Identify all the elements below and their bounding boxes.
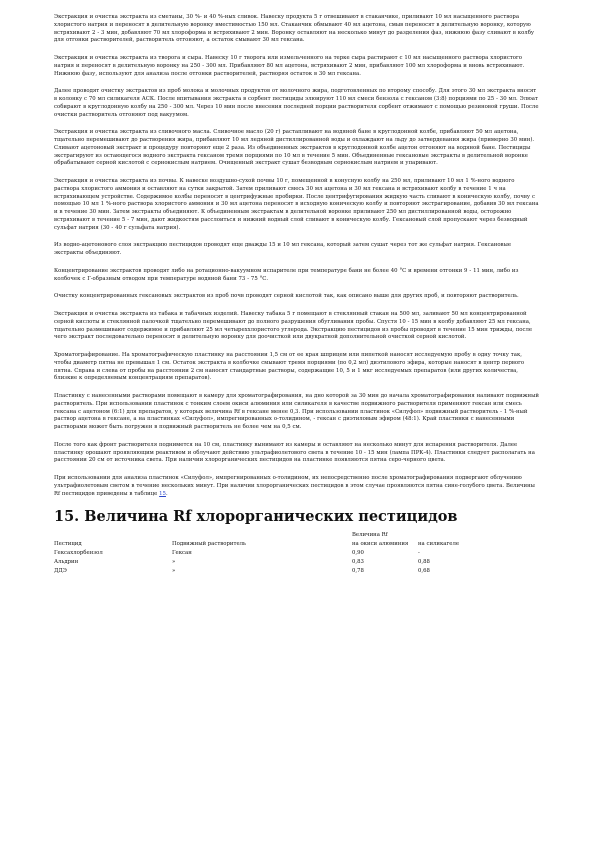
table-row [54,568,484,577]
paragraph: Экстракция и очистка экстракта из сметаны, 30 %- и 40 %-ных сливок. Навеску продукта 5 г отвешивают в стаканчике, приливают 10 мл насыщенного раствора хлористого натрия и переносят в делительную воронку вместимостью 150 мл. Стаканчик обмывают 40 мл ацетона, смыв переносят в делительную воронку, которую встряхивают 2 - 3 мин, добавляют 70 мл хлороформа и встряхивают 2 мин. Воронку оставляют на несколько минут до разделения фаз, нижнюю фазу сливают в колбу для отгонки растворителей, растворитель отгоняют, а остаток смывают 30 мл гексана. [54,14,535,44]
paragraph: Далее проводят очистку экстрактов из проб молока и молочных продуктов от молочного жира, подготовленных по второму способу. Для этого 30 мл экстракта вносят в колонку с 70 мл силикагеля АСК. После впитывания экстракта в сорбент пестициды элюируют 110 мл смеси бензола с гексаном (3:8) порциями по 25 - 30 мл. Элюат собирают в круглодонную колбу на 250 - 300 мл. Через 10 мин после внесения последней порции растворителя сорбент отжимают с помощью резиновой груши. После очистки растворитель отгоняют под вакуумом. [54,88,539,118]
table-row [54,559,484,568]
header-alumina: на окиси алюминия [352,541,409,548]
paragraph-end: . [165,490,168,497]
cell-rf-alumina: 0,83 [352,559,364,566]
cell-rf-silica: 0,68 [418,568,430,575]
paragraph: После того как фронт растворителя поднимется на 10 см, пластинку вынимают из камеры и оставляют на несколько минут для испарения растворителя. Далее пластинку орошают проявляющим реактивом и облучают действию ультрафиолетового света в течение 10 - 15 мин (лампа ПРК-4). Пластинки следует располагать на расстоянии 20 см от источника света. При наличии хлорорганических пестицидов на пластинке появляются пятна серо-черного цвета. [54,441,535,464]
paragraph: Концентрирование экстрактов проводят либо на ротационно-вакуумном испарителе при температуре бани не более 40 °С и времени отгонки 9 - 11 мин, либо из колбочек с Г-образным отводом при температуре водяной бани 73 - 75 °С. [54,267,519,282]
header-rf-group: Величина Rf [352,532,388,539]
paragraph: Экстракция и очистка экстракта из почвы. К навеске воздушно-сухой почвы 10 г, помещенной в конусную колбу на 250 мл, приливают 10 мл 1 %-ного водного раствора хлористого аммония и оставляют на сутки закрытой. Затем приливают смесь 30 мл ацетона и 30 мл гексана и встряхивают колбу в течение 1 ч на встряхивающем устройстве. Содержимое колбы переносят в центрифужные пробирки. После центрифугирования жидкую часть сливают в коническую колбу, почву с помощью 10 мл 1 %-ного раствора хлористого аммония и 30 мл ацетона переносят в исходную коническую колбу и повторяют экстрагирование, добавив 30 мл гексана и в течение 30 мин. Затем экстракты объединяют. К объединенным экстрактам в делительной воронке приливают 250 мл дистиллированной воды, осторожно встряхивают в течение 5 - 7 мин, дают жидкостям расслоиться и нижний водный слой сливают в коническую колбу. Гексановый слой пропускают через безводный сульфат натрия (30 - 40 г сульфата натрия). [54,178,539,231]
cell-solvent: » [172,568,176,575]
cell-rf-alumina: 0,90 [352,550,364,557]
paragraph: Экстракция и очистка экстракта из сливочного масла. Сливочное масло (20 г) растапливают на водяной бане в круглодонной колбе, прибавляют 50 мл ацетона, тщательно перемешивают до растворения жира, прибавляют 10 мл ледяной дистиллированной воды и охлаждают на льду до затвердевания жира (примерно 30 мин). Сливают ацетоновый экстракт и процедуру повторяют еще 2 раза. Из объединенных экстрактов в круглодонной колбе ацетон отгоняют на водяной бане. Пестициды экстрагируют из остающегося водного экстракта гексаном тремя порциями по 10 мл в течение 5 мин. Объединенные гексановые экстракты в делительной воронке обрабатывают серной кислотой с сернокислым натрием. Очищенный экстракт сушат безводным сернокислым натрием и упаривают. [54,129,535,167]
table-row [54,550,484,559]
paragraph-text: При использовании для анализа пластинок «Силуфол», импрегнированных о-толидином, их непосредственно после хроматографирования подвергают облучению ультрафиолетовым светом в течение нескольких минут. При наличии хлорорганических пестицидов в этом случае проявляются пятна сине-голубого цвета. Величины Rf пестицидов приведены в таблице [54,475,535,497]
table-header-row [54,532,484,541]
cell-rf-silica: 0,88 [418,559,430,566]
header-silica: на силикагеле [418,541,460,548]
paragraph: Пластинку с нанесенными растворами помещают в камеру для хроматографирования, на дно которой за 30 мин до начала хроматографирования наливают подвижный растворитель. При использовании пластинок с тонким слоем окиси алюминия или силикагеля в качестве подвижного растворителя применяют гексан или смесь гексана с ацетоном (6:1) для препаратов, у которых величина Rf в гексане менее 0,3. При использовании пластинок «Силуфол» подвижный растворитель - 1 %-ный раствор ацетона в гексане, а на пластинках «Силуфол», импрегнированных о-толидином, - гексан с диэтиловым эфиром (48:1). Край пластинки с нанесенными растворами может быть погружен в подвижный растворитель не более чем на 0,5 см. [54,393,539,430]
table-heading: 15. Величина Rf хлорорганических пестицидов [54,508,458,526]
header-mobile-solvent: Подвижный растворитель [172,541,246,548]
cell-pesticide: Гексахлорбензол [54,550,103,557]
cell-pesticide: Альдрин [54,559,79,566]
paragraph: Экстракция и очистка экстракта из табака и табачных изделий. Навеску табака 5 г помещают в стеклянный стакан на 500 мл, заливают 50 мл концентрированной серной кислоты и стеклянной палочкой тщательно перемешивают до полного разрушения обугливания пробы. Спустя 10 - 15 мин в колбу добавляют 25 мл гексана, тщательно размешивают содержимое и прибавляют 25 мл четыреххлористого углерода. Экстракцию пестицидов из пробы проводят в течение 15 мин трижды, после чего экстракт последовательно переносят в делительную воронку для доочисткой или двукратной дополнительной очисткой серной кислотой. [54,311,533,341]
paragraph: Экстракция и очистка экстракта из творога и сыра. Навеску 10 г творога или измельченного на терке сыра растирают с 10 мл насыщенного раствора хлористого натрия и переносят в делительную воронку на 250 - 300 мл. Прибавляют 80 мл ацетона, встряхивают 2 мин, прибавляют 100 мл хлороформа и вновь встряхивают. Нижнюю фазу, используют для анализа после отгонки растворителей, растворяя остаток в 30 мл гексана. [54,55,525,77]
cell-solvent: » [172,559,176,566]
cell-solvent: Гексан [172,550,192,557]
body-text [54,14,541,498]
paragraph: Очистку концентрированных гексановых экстрактов из проб почв проводят серной кислотой так, как описано выше для других проб, и повторяют растворитель. [54,293,519,300]
paragraph-with-link [54,475,541,498]
table-reference-link[interactable]: 15 [159,490,166,497]
cell-rf-silica: - [418,550,420,557]
rf-table [54,532,484,577]
paragraph: Хроматографирование. На хроматографическую пластинку на расстоянии 1,5 см от ее края шприцем или пипеткой наносят исследуемую пробу в одну точку так, чтобы диаметр пятна не превышал 1 см. Остаток экстракта в колбочке смывают тремя порциями (по 0,2 мл) диэтилового эфира, которые наносят в центр первого пятна. Справа и слева от пробы на расстоянии 2 см наносят стандартные растворы, содержащие 10, 5 и 1 мкг исследуемых препаратов (или других количества, близкие к определяемым концентрациям препаратов). [54,352,525,382]
cell-pesticide: ДДЭ [54,568,67,575]
cell-rf-alumina: 0,78 [352,568,364,575]
header-pesticide: Пестицид [54,541,82,548]
paragraph: Из водно-ацетонового слоя экстракцию пестицидов проводят еще дважды 15 и 10 мл гексана, который затем сушат через тот же сульфат натрия. Гексановые экстракты объединяют. [54,242,511,256]
